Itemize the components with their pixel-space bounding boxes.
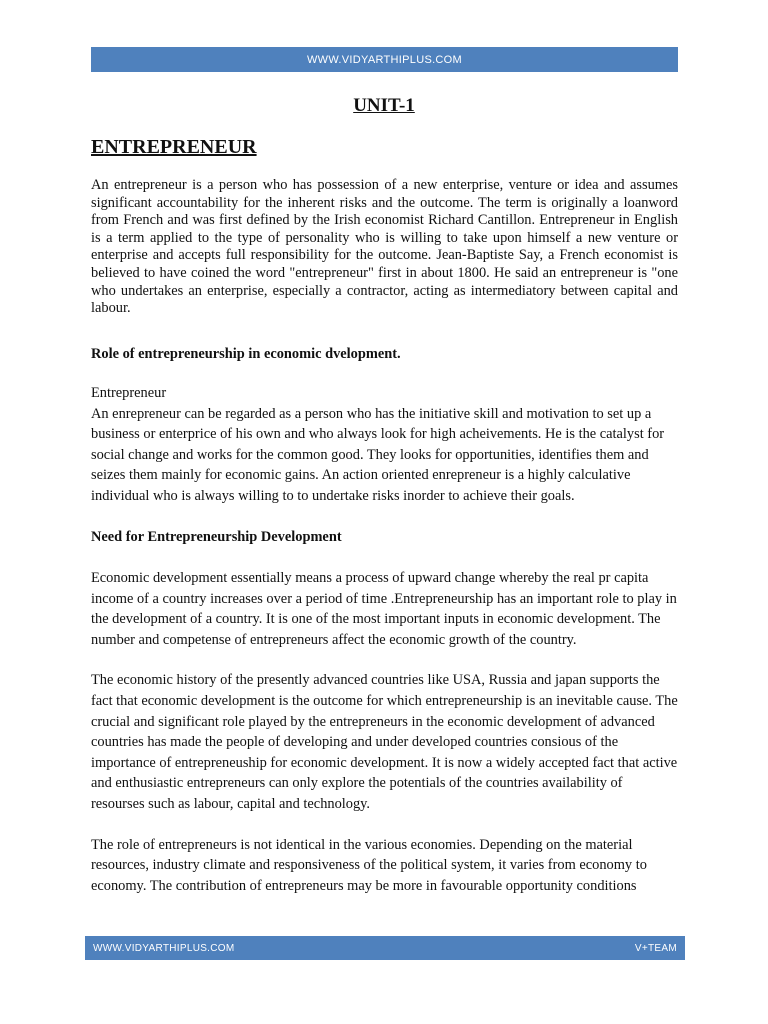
need-heading: Need for Entrepreneurship Development <box>91 529 342 545</box>
header-banner <box>91 47 678 72</box>
role-section <box>91 345 678 507</box>
header-site-link[interactable]: WWW.VIDYARTHIPLUS.COM <box>306 53 462 66</box>
role-heading: Role of entrepreneurship in economic dvelopment. <box>91 346 401 362</box>
unit-title: UNIT-1 <box>353 95 415 116</box>
need-section <box>91 528 678 896</box>
main-heading: ENTREPRENEUR <box>91 136 257 158</box>
footer-site-link[interactable]: WWW.VIDYARTHIPLUS.COM <box>93 942 235 954</box>
role-paragraph: An enrepreneur can be regarded as a person who has the initiative skill and motivation to set up a business or enterprice of his own and who always look for high acheivements. He is the catalyst for social change and works for the common good. They looks for opportunities, identifies them and seizes them mainly for economic gains. An action oriented enrepreneur is a highly calculative individual who is always willing to to undertake risks inorder to achieve their goals. <box>91 405 665 504</box>
role-subheading: Entrepreneur <box>91 385 167 401</box>
need-paragraph-2: The economic history of the presently advanced countries like USA, Russia and japan supports the fact that economic development is the outcome for which entrepreneurship is an inevitable cause. The crucial and significant role played by the entrepreneurs in the economic development of advanced countries has made the people of developing and under developed countries consious of the importance of entrepreneuship for economic development. It is now a widely accepted fact that active and enthusiastic entrepreneurs can only explore the potentials of the countries availability of resourses such as labour, capital and technology. <box>91 672 678 812</box>
intro-section <box>91 177 678 318</box>
need-paragraph-1: Economic development essentially means a process of upward change whereby the real pr capita income of a country increases over a period of time .Entrepreneurship has an important role to play in the development of a country. It is one of the most important inputs in economic development. The number and competense of entrepreneurs affect the economic growth of the country. <box>91 570 677 648</box>
need-paragraph-3: The role of entrepreneurs is not identical in the various economies. Depending on the material resources, industry climate and responsiveness of the political system, it varies from economy to economy. The contribution of entrepreneurs may be more in favourable opportunity conditions <box>91 836 647 894</box>
footer-team-label: V+TEAM <box>634 942 677 954</box>
intro-paragraph: An entrepreneur is a person who has possession of a new enterprise, venture or idea and assumes significant accountability for the inherent risks and the outcome. The term is originally a loanword from French and was first defined by the Irish economist Richard Cantillon. Entrepreneur in English is a term applied to the type of personality who is willing to take upon himself a new venture or enterprise and accepts full responsibility for the outcome. Jean-Baptiste Say, a French economist is believed to have coined the word "entrepreneur" first in about 1800. He said an entrepreneur is "one who undertakes an enterprise, especially a contractor, acting as intermediatory between capital and labour. <box>91 177 678 317</box>
footer-banner <box>85 936 685 960</box>
